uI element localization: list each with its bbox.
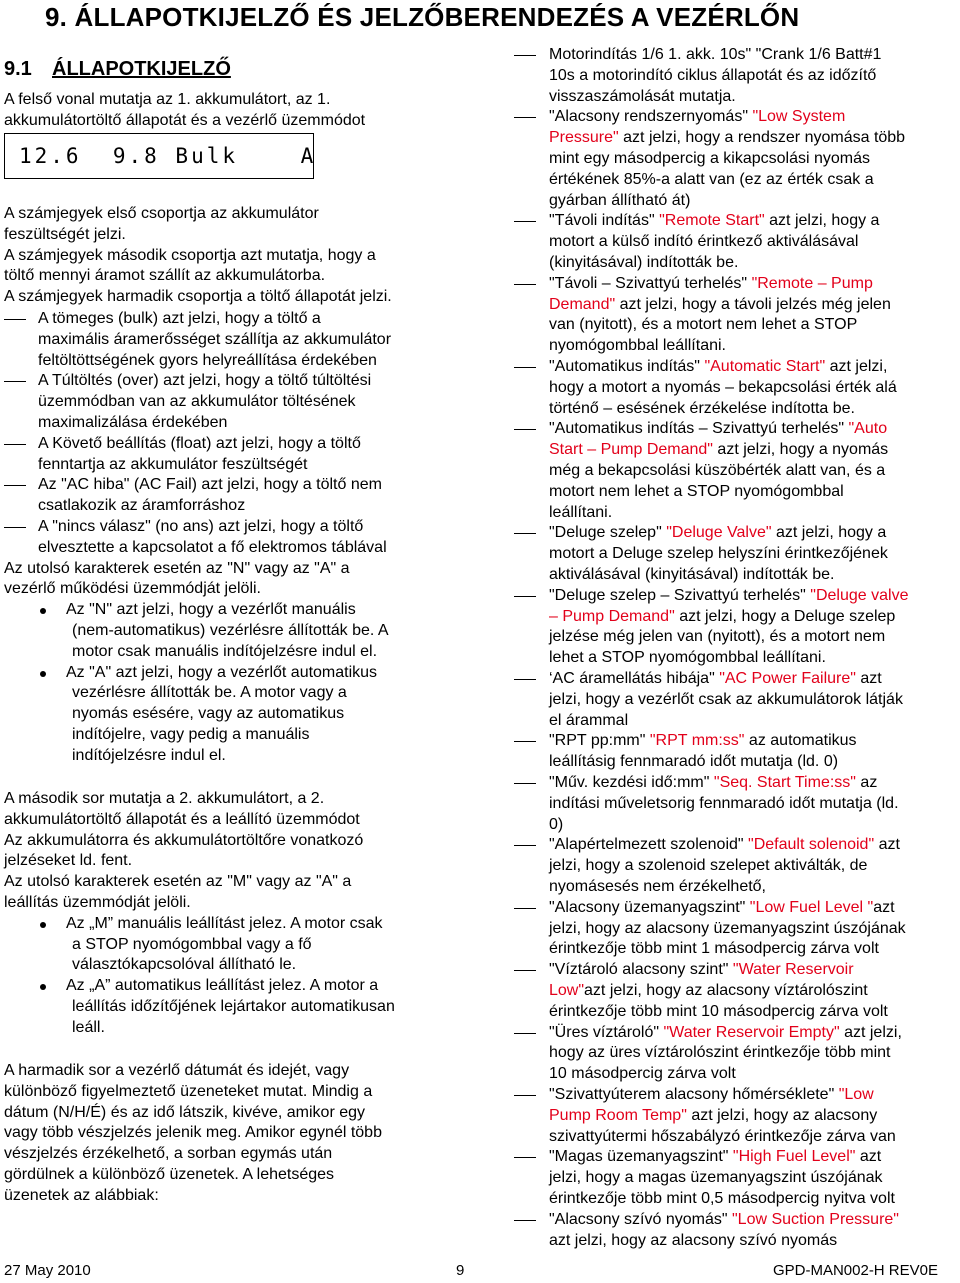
message-text: "Automatikus indítás" bbox=[549, 358, 705, 375]
message-text: ‘AC áramellátás hibája" bbox=[549, 670, 720, 687]
message-line bbox=[549, 1210, 899, 1230]
message-line bbox=[549, 607, 895, 627]
message-text: gyárban állítható át) bbox=[549, 191, 691, 209]
mode-bullet-text: indítójelre, vagy pedig a manuális bbox=[72, 726, 310, 743]
message-line bbox=[549, 1127, 896, 1147]
lcd-text: 12.6 9.8 Bulk A bbox=[19, 144, 317, 168]
third-row-text: dátum (N/H/É) és az idő látszik, kivéve, amikor egy bbox=[4, 1103, 366, 1121]
message-line bbox=[549, 565, 834, 585]
message-line bbox=[549, 919, 906, 939]
message-line bbox=[549, 87, 736, 107]
third-row-text: vagy több vészjelzés jelenik meg. Amikor egynél több bbox=[4, 1124, 382, 1142]
message-text: "Alacsony rendszernyomás" bbox=[549, 108, 753, 126]
message-text: az bbox=[855, 774, 878, 791]
message-text: azt jelzi, hogy a rendszer nyomása több bbox=[618, 129, 906, 147]
third-row-text: vészjelzés érzékelhető, a sorban egymás után bbox=[4, 1145, 333, 1163]
message-text: indítási műveletsorig fennmaradó időt mutatja (ld. bbox=[549, 794, 899, 812]
message-code: – Pump Demand" bbox=[549, 607, 675, 625]
digit-group-text: A számjegyek harmadik csoportja a töltő állapotát jelzi. bbox=[4, 288, 392, 306]
status-description: Az "AC hiba" (AC Fail) azt jelzi, hogy a töltő nem bbox=[38, 476, 382, 494]
mode-text: vezérlő működési üzemmódját jelöli. bbox=[4, 580, 261, 598]
second-row-text: leállítás üzemmódját jelöli. bbox=[4, 894, 191, 911]
message-line bbox=[549, 939, 879, 959]
status-description: feltöltöttségének gyors helyreállítása érdekében bbox=[38, 351, 377, 369]
message-text: "Víztároló alacsony szint" bbox=[549, 961, 733, 979]
message-line bbox=[549, 1023, 902, 1043]
message-code: "Seq. Start Time:ss" bbox=[713, 774, 856, 791]
message-line bbox=[549, 1064, 736, 1084]
message-text: (kinyitásával) indították be. bbox=[549, 254, 739, 271]
message-text: szivattyútermi hőszabályzó érintkezője zárva van bbox=[549, 1127, 896, 1145]
message-text: azt bbox=[874, 836, 900, 854]
dash-marker bbox=[514, 596, 536, 597]
message-text: "Távoli – Szivattyú terhelés" bbox=[549, 274, 752, 292]
stop-mode-bullet-text: Az „A” automatikus leállítást jelez. A motor a bbox=[66, 977, 379, 995]
message-line bbox=[549, 648, 826, 668]
dash-marker bbox=[514, 284, 536, 285]
status-description: A "nincs válasz" (no ans) azt jelzi, hogy a töltő bbox=[38, 518, 364, 535]
message-text: azt jelzi, hogy a nyomás bbox=[712, 441, 889, 459]
dash-marker bbox=[4, 319, 26, 320]
message-text: "Automatikus indítás – Szivattyú terhelés" bbox=[549, 420, 849, 438]
message-line bbox=[549, 170, 874, 190]
message-text: "RPT pp:mm" bbox=[549, 732, 650, 750]
message-text: azt jelzi, hogy a távoli jelzés még jelen bbox=[615, 295, 891, 313]
message-text: azt jelzi, hogy az alacsony szívó nyomás bbox=[549, 1231, 838, 1249]
message-line bbox=[549, 960, 854, 980]
third-row-text: A harmadik sor a vezérlő dátumát és idejét, vagy bbox=[4, 1062, 350, 1079]
message-text: érintkezője több mint 1 másodpercig zárva volt bbox=[549, 940, 879, 958]
message-text: lehet a STOP nyomógombbal leállítani. bbox=[549, 649, 826, 667]
digit-group-text: feszültségét jelzi. bbox=[4, 225, 126, 243]
dash-marker bbox=[514, 1033, 536, 1034]
dash-marker bbox=[514, 679, 536, 680]
message-code: "AC Power Failure" bbox=[719, 670, 856, 687]
message-text: 10 másodpercig zárva volt bbox=[549, 1065, 736, 1083]
stop-mode-bullet-text: leállítás időzítőjének lejártakor automatikusan bbox=[72, 998, 395, 1015]
dash-marker bbox=[514, 845, 536, 846]
message-text: "Alapértelmezett szolenoid" bbox=[549, 836, 749, 854]
stop-mode-bullet-text: leáll. bbox=[72, 1018, 105, 1036]
stop-mode-bullet-text: választókapcsolóval állítható le. bbox=[72, 956, 297, 974]
mode-bullet-text: Az "A" azt jelzi, hogy a vezérlőt automatikus bbox=[66, 663, 378, 681]
message-code: "Auto bbox=[848, 420, 888, 438]
dash-marker bbox=[514, 55, 536, 56]
message-text: 10s a motorindító ciklus állapotát és az időzítő bbox=[549, 66, 877, 84]
message-line bbox=[549, 440, 888, 460]
message-code: "Water Reservoir bbox=[732, 961, 854, 979]
dash-marker bbox=[4, 444, 26, 445]
message-code: Pump Room Temp" bbox=[549, 1106, 687, 1124]
message-line bbox=[549, 419, 887, 439]
message-text: azt bbox=[855, 670, 882, 687]
dash-marker bbox=[514, 1157, 536, 1158]
message-code: Low" bbox=[549, 982, 585, 999]
message-line bbox=[549, 315, 857, 335]
message-text: mint egy másodpercig a kikapcsolási nyomás bbox=[549, 150, 871, 167]
dash-marker bbox=[514, 908, 536, 909]
intro-text: A felső vonal mutatja az 1. akkumulátort, az 1. bbox=[4, 91, 331, 108]
dash-marker bbox=[514, 1095, 536, 1096]
second-row-text: jelzéseket ld. fent. bbox=[4, 852, 133, 870]
second-row-text: Az akkumulátorra és akkumulátortöltőre vonatkozó bbox=[4, 831, 364, 849]
message-line bbox=[549, 586, 908, 606]
bullet-marker bbox=[40, 984, 46, 990]
status-description: maximalizálása érdekében bbox=[38, 414, 228, 431]
message-text: történő – esésének érzékelése indította be. bbox=[549, 399, 855, 417]
message-text: "Deluge szelep" bbox=[549, 524, 667, 542]
message-text: "Alacsony üzemanyagszint" bbox=[549, 898, 750, 916]
message-text: azt jelzi, hogy a Deluge szelep bbox=[674, 607, 896, 625]
message-line bbox=[549, 107, 845, 127]
footer-date: 27 May 2010 bbox=[4, 1262, 91, 1279]
message-line bbox=[549, 1106, 877, 1126]
message-text: "Szivattyúterem alacsony hőmérséklete" bbox=[549, 1086, 839, 1103]
message-line bbox=[549, 211, 879, 231]
message-text: azt jelzi, hogy a bbox=[764, 212, 880, 230]
message-text: motort a Deluge szelep helyszíni érintkezőjének bbox=[549, 545, 888, 563]
message-line bbox=[549, 627, 885, 647]
message-line bbox=[549, 794, 899, 814]
message-line bbox=[549, 1147, 881, 1167]
message-text: azt jelzi, hogy a bbox=[771, 524, 887, 542]
dash-marker bbox=[514, 117, 536, 118]
message-line bbox=[549, 544, 888, 564]
message-line bbox=[549, 399, 855, 419]
message-text: érintkezője több mint 0,5 másodpercig nyitva volt bbox=[549, 1190, 895, 1207]
message-line bbox=[549, 711, 628, 731]
third-row-text: gördülnek a különböző üzenetek. A lehetséges bbox=[4, 1166, 335, 1183]
message-text: jelzi, hogy a vezérlőt csak az akkumulátorok látják bbox=[549, 690, 903, 708]
message-line bbox=[549, 253, 738, 273]
digit-group-text: A számjegyek második csoportja azt mutatja, hogy a bbox=[4, 246, 376, 264]
message-line bbox=[549, 835, 900, 855]
message-code: "Default solenoid" bbox=[748, 836, 875, 854]
section-title: ÁLLAPOTKIJELZŐ bbox=[52, 58, 231, 80]
message-code: "Automatic Start" bbox=[704, 358, 826, 375]
message-line bbox=[549, 66, 876, 86]
footer-page-number: 9 bbox=[456, 1262, 465, 1279]
dash-marker bbox=[514, 970, 536, 971]
message-line bbox=[549, 482, 844, 502]
status-description: fenntartja az akkumulátor feszültségét bbox=[38, 455, 308, 473]
message-code: "Water Reservoir Empty" bbox=[663, 1023, 840, 1041]
message-line bbox=[549, 503, 612, 523]
status-description: A Követő beállítás (float) azt jelzi, hogy a töltő bbox=[38, 434, 361, 452]
mode-bullet-text: (nem-automatikus) vezérlésre állították be. A bbox=[72, 622, 389, 639]
message-text: jelzése még jelen van (nyitott), és a motort nem bbox=[549, 628, 886, 646]
message-line bbox=[549, 1168, 883, 1188]
message-line bbox=[549, 731, 857, 751]
message-line bbox=[549, 856, 867, 876]
message-line bbox=[549, 877, 766, 897]
message-line bbox=[549, 461, 885, 481]
message-code: "Remote Start" bbox=[659, 212, 765, 230]
message-line bbox=[549, 523, 886, 543]
message-line bbox=[549, 1231, 837, 1251]
message-line bbox=[549, 1189, 895, 1209]
message-text: visszaszámolását mutatja. bbox=[549, 87, 736, 105]
dash-marker bbox=[514, 367, 536, 368]
second-row-text: A második sor mutatja a 2. akkumulátort, a 2. bbox=[4, 790, 325, 807]
message-line bbox=[549, 752, 838, 772]
bullet-marker bbox=[40, 608, 46, 614]
message-code: "RPT mm:ss" bbox=[649, 732, 745, 750]
message-text: leállításig fennmaradó időt mutatja (ld. 0) bbox=[549, 753, 839, 771]
message-text: jelzi, hogy a magas üzemanyagszint úszójának bbox=[549, 1169, 883, 1187]
message-line bbox=[549, 357, 887, 377]
status-description: csatlakozik az áramforráshoz bbox=[38, 497, 246, 515]
dash-marker bbox=[514, 741, 536, 742]
message-text: el árammal bbox=[549, 711, 629, 729]
message-text: érintkezője több mint 10 másodpercig zárva volt bbox=[549, 1002, 888, 1020]
dash-marker bbox=[514, 783, 536, 784]
message-text: azt bbox=[855, 1148, 882, 1166]
message-code: "Deluge Valve" bbox=[666, 524, 772, 542]
message-line bbox=[549, 232, 858, 252]
message-text: az automatikus bbox=[744, 732, 857, 750]
message-text: jelzi, hogy az alacsony üzemanyagszint úszójának bbox=[549, 919, 906, 937]
message-text: motort a külső indító érintkező aktiválásával bbox=[549, 233, 859, 251]
third-row-text: üzenetek az alábbiak: bbox=[4, 1186, 159, 1204]
mode-bullet-text: Az "N" azt jelzi, hogy a vezérlőt manuális bbox=[66, 601, 356, 619]
intro-text: akkumulátortöltő állapotát és a vezérlő üzemmódot bbox=[4, 111, 366, 129]
third-row-text: különböző figyelmeztető üzeneteket mutat. Mindig a bbox=[4, 1082, 373, 1100]
message-code: "High Fuel Level" bbox=[732, 1148, 856, 1166]
message-text: nyomásesés nem érzékelhető, bbox=[549, 878, 766, 895]
message-text: "Deluge szelep – Szivattyú terhelés" bbox=[549, 586, 811, 604]
message-code: "Low Suction Pressure" bbox=[731, 1210, 899, 1228]
stop-mode-bullet-text: a STOP nyomógombbal vagy a fő bbox=[72, 935, 312, 953]
bullet-marker bbox=[40, 671, 46, 677]
message-code: Demand" bbox=[549, 295, 616, 313]
status-description: elvesztette a kapcsolatot a fő elektromos táblával bbox=[38, 538, 387, 556]
message-text: azt jelzi, hogy az alacsony víztárolószint bbox=[584, 982, 868, 999]
message-line bbox=[549, 981, 868, 1001]
section-number: 9.1 bbox=[4, 58, 32, 80]
dash-marker bbox=[514, 1220, 536, 1221]
message-text: azt jelzi, hogy az alacsony bbox=[686, 1106, 878, 1124]
message-line bbox=[549, 274, 873, 294]
message-line bbox=[549, 378, 897, 398]
message-line bbox=[549, 669, 882, 689]
message-line bbox=[549, 1085, 874, 1105]
second-row-text: akkumulátortöltő állapotát és a leállító üzemmódot bbox=[4, 810, 360, 828]
message-text: 0) bbox=[549, 815, 564, 833]
mode-bullet-text: vezérlésre állították be. A motor vagy a bbox=[72, 684, 347, 702]
digit-group-text: A számjegyek első csoportja az akkumulátor bbox=[4, 205, 319, 222]
message-line bbox=[549, 773, 877, 793]
message-text: Motorindítás 1/6 1. akk. 10s" "Crank 1/6 Batt#1 bbox=[549, 46, 882, 63]
message-line bbox=[549, 295, 891, 315]
message-text: azt jelzi, bbox=[839, 1023, 902, 1041]
message-text: "Távoli indítás" bbox=[549, 212, 660, 230]
dash-marker bbox=[4, 485, 26, 486]
second-row-text: Az utolsó karakterek esetén az "M" vagy az "A" a bbox=[4, 873, 352, 891]
message-code: "Low System bbox=[752, 108, 846, 126]
message-text: azt bbox=[873, 898, 895, 916]
stop-mode-bullet-text: Az „M” manuális leállítást jelez. A motor csak bbox=[66, 914, 383, 932]
message-text: még a bekapcsolási küszöbérték alatt van, és a bbox=[549, 462, 886, 479]
status-description: A tömeges (bulk) azt jelzi, hogy a töltő a bbox=[38, 310, 321, 327]
message-line bbox=[549, 45, 881, 65]
dash-marker bbox=[514, 221, 536, 222]
section-heading bbox=[4, 58, 231, 81]
message-line bbox=[549, 128, 905, 148]
mode-text: Az utolsó karakterek esetén az "N" vagy az "A" a bbox=[4, 559, 350, 577]
message-line bbox=[549, 690, 903, 710]
message-text: nyomógombbal leállítani. bbox=[549, 337, 726, 355]
message-text: aktiválásával (kinyitásával) indították be. bbox=[549, 566, 835, 583]
message-line bbox=[549, 191, 690, 211]
dash-marker bbox=[4, 527, 26, 528]
mode-bullet-text: indítójelzésre indul el. bbox=[72, 746, 226, 764]
footer-doc-id: GPD-MAN002-H REV0E bbox=[772, 1262, 938, 1279]
mode-bullet-text: nyomás esésére, vagy az automatikus bbox=[72, 705, 345, 723]
dash-marker bbox=[4, 381, 26, 382]
status-description: maximális áramerősséget szállítja az akkumulátor bbox=[38, 330, 392, 348]
status-description: A Túltöltés (over) azt jelzi, hogy a töltő túltöltési bbox=[38, 372, 372, 390]
message-text: "Magas üzemanyagszint" bbox=[549, 1148, 733, 1166]
dash-marker bbox=[514, 429, 536, 430]
message-text: értékének 85%-a alatt van (ez az érték csak a bbox=[549, 170, 874, 188]
message-code: "Low Fuel Level " bbox=[749, 898, 874, 916]
message-code: "Low bbox=[838, 1086, 874, 1103]
message-text: azt jelzi, bbox=[825, 358, 888, 375]
message-code: "Remote – Pump bbox=[751, 274, 873, 292]
message-text: "Alacsony szívó nyomás" bbox=[549, 1210, 732, 1228]
message-text: van (nyitott), és a motort nem lehet a STOP bbox=[549, 316, 858, 334]
message-line bbox=[549, 336, 726, 356]
message-text: "Műv. kezdési idő:mm" bbox=[549, 774, 714, 791]
lcd-display bbox=[4, 133, 317, 179]
message-text: jelzi, hogy a szolenoid szelepet aktiválták, de bbox=[549, 857, 868, 875]
message-text: leállítani. bbox=[549, 503, 613, 521]
message-line bbox=[549, 898, 895, 918]
message-text: hogy az üres víztárolószint érintkezője több mint bbox=[549, 1044, 891, 1062]
status-description: üzemmódban van az akkumulátor töltésének bbox=[38, 393, 356, 411]
message-text: motort nem lehet a STOP nyomógombbal bbox=[549, 482, 844, 500]
message-line bbox=[549, 815, 563, 835]
message-line bbox=[549, 1043, 891, 1063]
message-code: Pressure" bbox=[549, 129, 619, 147]
message-text: hogy a motort a nyomás – bekapcsolási érték alá bbox=[549, 378, 897, 396]
mode-bullet-text: motor csak manuális indítójelzésre indul el. bbox=[72, 642, 378, 660]
page-title: 9. ÁLLAPOTKIJELZŐ ÉS JELZŐBERENDEZÉS A VEZÉRLŐN bbox=[45, 2, 800, 32]
message-code: "Deluge valve bbox=[810, 586, 909, 604]
message-line bbox=[549, 1002, 888, 1022]
message-code: Start – Pump Demand" bbox=[549, 441, 713, 459]
dash-marker bbox=[514, 533, 536, 534]
digit-group-text: töltő mennyi áramot szállít az akkumulátorba. bbox=[4, 267, 326, 285]
bullet-marker bbox=[40, 922, 46, 928]
message-line bbox=[549, 149, 870, 169]
message-text: "Üres víztároló" bbox=[549, 1023, 664, 1041]
